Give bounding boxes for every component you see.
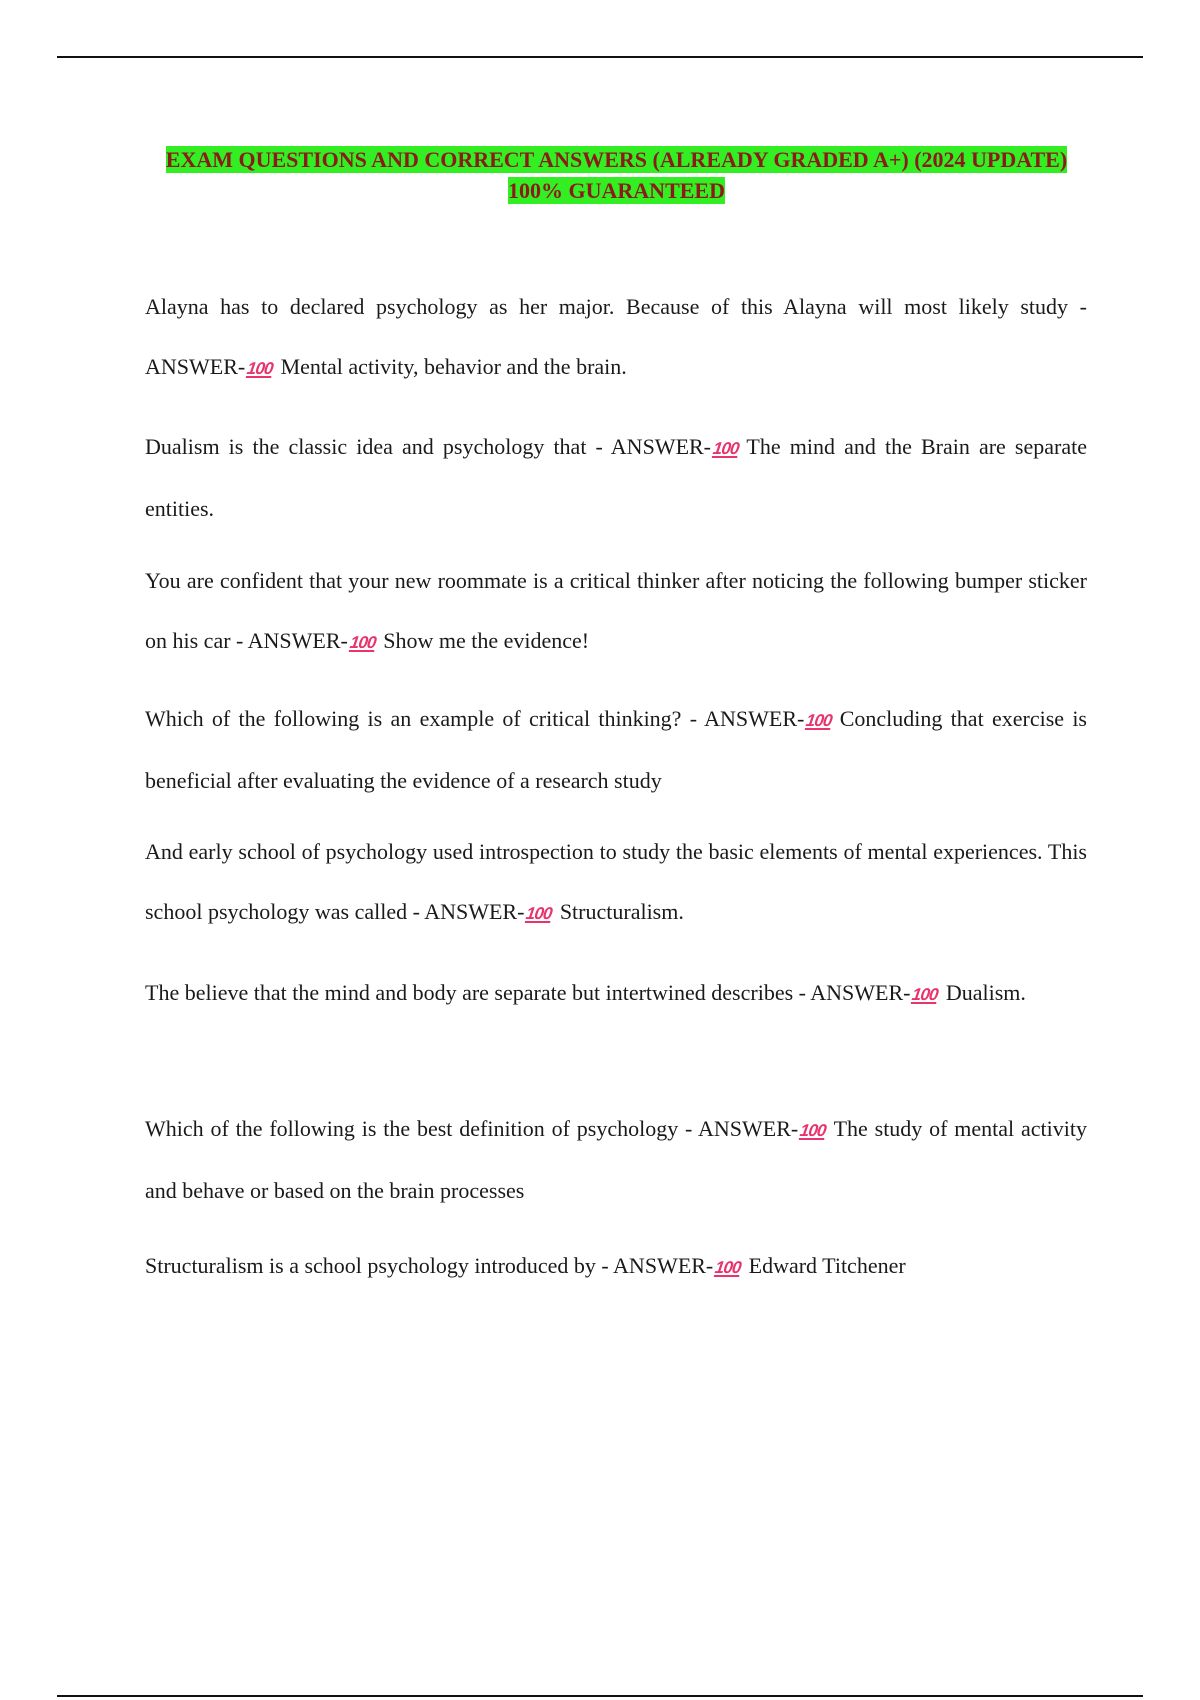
question-text: Structuralism is a school psychology introduced by - ANSWER-: [145, 1253, 714, 1278]
hundred-points-icon: 100: [525, 904, 554, 923]
answer-text: The study of mental activity and behave or based on the brain processes: [145, 1116, 1087, 1203]
question-text: And early school of psychology used introspection to study the basic elements of mental experiences. This school psychology was called - ANSWER-: [145, 839, 1087, 924]
qa-item-4: [145, 689, 1087, 811]
hundred-points-icon: 100: [711, 439, 740, 458]
hundred-points-icon: 100: [348, 633, 377, 652]
question-text: Alayna has to declared psychology as her major. Because of this Alayna will most likely study - ANSWER-: [145, 294, 1087, 379]
top-rule: [57, 56, 1143, 58]
answer-text: Concluding that exercise is beneficial after evaluating the evidence of a research study: [145, 706, 1087, 793]
qa-item-7: [145, 1099, 1087, 1221]
question-text: Dualism is the classic idea and psychology that - ANSWER-: [145, 434, 712, 459]
qa-item-6: [145, 963, 1087, 1025]
qa-item-5: [145, 822, 1087, 944]
question-text: Which of the following is the best definition of psychology - ANSWER-: [145, 1116, 799, 1141]
hundred-points-icon: 100: [245, 359, 274, 378]
question-text: The believe that the mind and body are separate but intertwined describes - ANSWER-: [145, 980, 911, 1005]
hundred-points-icon: 100: [798, 1121, 827, 1140]
document-title-text: EXAM QUESTIONS AND CORRECT ANSWERS (ALREADY GRADED A+) (2024 UPDATE) 100% GUARANTEED: [165, 147, 1068, 203]
bottom-rule: [57, 1695, 1143, 1697]
hundred-points-icon: 100: [911, 985, 940, 1004]
answer-text: Mental activity, behavior and the brain.: [280, 354, 627, 379]
hundred-points-icon: 100: [805, 711, 834, 730]
document-title: [150, 144, 1083, 206]
answer-text: Edward Titchener: [748, 1253, 906, 1278]
question-text: You are confident that your new roommate is a critical thinker after noticing the following bumper sticker on his car - ANSWER-: [145, 568, 1087, 653]
qa-item-2: [145, 417, 1087, 539]
answer-text: Structuralism.: [559, 899, 684, 924]
hundred-points-icon: 100: [714, 1258, 743, 1277]
answer-text: The mind and the Brain are separate entities.: [145, 434, 1087, 521]
answer-text: Dualism.: [945, 980, 1026, 1005]
qa-item-3: [145, 551, 1087, 673]
qa-item-1: [145, 277, 1087, 399]
question-text: Which of the following is an example of critical thinking? - ANSWER-: [145, 706, 805, 731]
answer-text: Show me the evidence!: [383, 628, 590, 653]
qa-item-8: [145, 1236, 1087, 1298]
